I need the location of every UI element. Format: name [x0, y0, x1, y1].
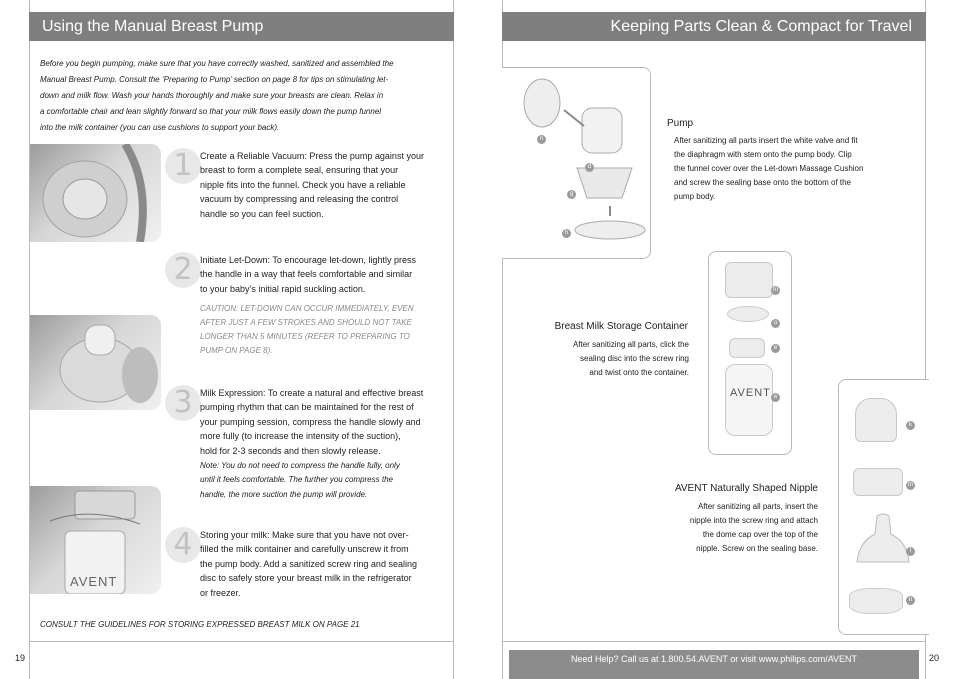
step-line: Storing your milk: Make sure that you have not over-: [200, 530, 409, 540]
left-footer-rule: [29, 641, 454, 642]
intro-paragraph: [40, 56, 445, 136]
right-page-title: Keeping Parts Clean & Compact for Travel: [610, 18, 912, 35]
step-line: the pump body. Add a sanitized screw ring and sealing: [200, 558, 417, 569]
left-title-banner: [29, 12, 454, 41]
step-line: handle so you can feel suction.: [200, 208, 324, 219]
intro-line: down and milk flow. Wash your hands thoroughly and make sure your breasts are clean. Relax in: [40, 91, 384, 100]
step-3-text: [200, 386, 445, 458]
pump-line: the funnel cover over the Let-down Massage Cushion: [674, 164, 864, 173]
nipple-section-title: AVENT Naturally Shaped Nipple: [674, 483, 818, 494]
ring-part: [729, 338, 765, 358]
container-section-text: [528, 338, 689, 380]
photo-pump-on-breast: [30, 144, 161, 242]
container-brand-logo: AVENT: [730, 387, 771, 399]
step-line: or freezer.: [200, 587, 241, 598]
intro-line: Before you begin pumping, make sure that you have correctly washed, sanitized and assembled the: [40, 59, 394, 68]
pump-parts-illustration: [502, 68, 650, 258]
step-number-4: 4: [165, 527, 201, 563]
step-line: vacuum by compressing and releasing the control: [200, 194, 399, 205]
right-title-banner: [502, 12, 926, 41]
note-text: [200, 459, 445, 502]
pump-section-text: [674, 134, 914, 204]
help-footer-text: Need Help? Call us at 1.800.54.AVENT or visit www.philips.com/AVENT: [570, 654, 858, 664]
pump-line: After sanitizing all parts insert the white valve and fit: [674, 136, 858, 145]
step-line: nipple fits into the funnel. Check you have a reliable: [200, 179, 406, 190]
photo-pump-illustration: [30, 144, 161, 242]
pump-line: and screw the sealing base onto the bottom of the: [674, 178, 852, 187]
step-line: more fully (to increase the intensity of the suction),: [200, 431, 401, 442]
part-label: m: [773, 287, 778, 293]
step-2-text: [200, 253, 445, 296]
container-line: sealing disc into the screw ring: [580, 354, 689, 363]
caution-note: [200, 302, 445, 358]
intro-line: Manual Breast Pump. Consult the ‘Preparing to Pump’ section on page 8 for tips on stimulating let-: [40, 75, 389, 84]
step-line: your pumping session, compress the handle slowly and: [200, 416, 421, 427]
pump-parts-frame: [502, 67, 651, 259]
nipple-line: nipple into the screw ring and attach: [689, 516, 818, 525]
nipple-section-text: [640, 500, 818, 556]
step-line: the handle in a way that feels comfortable and similar: [200, 269, 413, 280]
note-line: handle, the more suction the pump will provide.: [200, 489, 368, 499]
pump-line: the diaphragm with stem onto the pump body. Clip: [674, 150, 852, 159]
step-line: hold for 2-3 seconds and then slowly release.: [200, 445, 381, 456]
part-label: n: [537, 135, 546, 144]
step-line: Create a Reliable Vacuum: Press the pump against your: [200, 151, 424, 161]
photo-hand-illustration: [30, 315, 161, 410]
step-line: Milk Expression: To create a natural and effective breast: [200, 388, 424, 398]
nipple-part: [853, 512, 913, 572]
part-label: o: [771, 319, 780, 328]
caution-line: CAUTION: LET-DOWN CAN OCCUR IMMEDIATELY, EVEN: [200, 304, 414, 313]
dome-cap-part: [855, 398, 897, 442]
sealing-base-part: [849, 588, 903, 614]
step-line: breast to form a complete seal, ensuring that your: [200, 165, 399, 176]
container-body-part: [725, 364, 773, 436]
part-label: k: [906, 421, 915, 430]
pump-section-title: Pump: [667, 118, 694, 129]
sealing-disc-part: [727, 306, 769, 322]
part-label: e: [771, 344, 780, 353]
step-line: to your baby’s initial rapid suckling action.: [200, 283, 366, 294]
step-number-1: 1: [165, 148, 201, 184]
note-line: until it feels comfortable. The further you compress the: [200, 475, 393, 485]
step-number-3: 3: [165, 385, 201, 421]
photo-brand-logo: AVENT: [70, 574, 118, 589]
step-line: Initiate Let-Down: To encourage let-down, lightly press: [200, 255, 416, 265]
part-label: g: [567, 190, 576, 199]
page-number-left: 19: [15, 653, 26, 663]
left-page-border-right: [453, 0, 454, 679]
nipple-line: nipple. Screw on the sealing base.: [696, 544, 818, 553]
part-label: l: [906, 547, 915, 556]
left-page-title: Using the Manual Breast Pump: [42, 18, 264, 35]
part-label: e: [771, 393, 780, 402]
photo-hand-pumping: [30, 315, 161, 410]
screw-ring-part: [853, 468, 903, 496]
part-label: m: [908, 482, 913, 488]
nipple-line: After sanitizing all parts, insert the: [697, 502, 818, 511]
screw-ring-part: [725, 262, 773, 298]
intro-line: a comfortable chair and lean slightly forward so that your milk flows easily down the pump funnel: [40, 107, 382, 116]
step-1-text: [200, 149, 445, 221]
container-parts-frame: [708, 251, 792, 455]
container-line: After sanitizing all parts, click the: [572, 340, 689, 349]
part-label: h: [562, 229, 571, 238]
step-line: pumping rhythm that can be maintained for the rest of: [200, 402, 414, 413]
right-footer-rule: [502, 641, 926, 642]
step-number-2: 2: [165, 252, 201, 288]
container-section-title: Breast Milk Storage Container: [554, 321, 688, 332]
pump-line: pump body.: [674, 192, 716, 201]
intro-line: into the milk container (you can use cushions to support your back).: [40, 123, 280, 132]
caution-line: AFTER JUST A FEW STROKES AND SHOULD NOT TAKE: [200, 318, 412, 327]
step-line: filled the milk container and carefully unscrew it from: [200, 544, 409, 555]
caution-line: PUMP ON PAGE 8).: [200, 346, 273, 355]
caution-line: LONGER THAN 5 MINUTES (REFER TO PREPARING TO: [200, 332, 410, 341]
step-4-text: [200, 528, 445, 600]
part-label: n: [906, 596, 915, 605]
note-line: Note: You do not need to compress the handle fully, only: [200, 461, 400, 470]
container-line: and twist onto the container.: [589, 368, 689, 377]
storage-guidelines-note: CONSULT THE GUIDELINES FOR STORING EXPRESSED BREAST MILK ON PAGE 21: [40, 620, 360, 629]
nipple-parts-frame: [838, 379, 929, 635]
part-label: d: [585, 163, 594, 172]
photo-storing-milk: [30, 486, 161, 594]
step-line: disc to safely store your breast milk in the refrigerator: [200, 573, 412, 584]
help-footer-bar: [509, 650, 919, 679]
nipple-line: the dome cap over the top of the: [702, 530, 818, 539]
page-number-right: 20: [929, 653, 940, 663]
